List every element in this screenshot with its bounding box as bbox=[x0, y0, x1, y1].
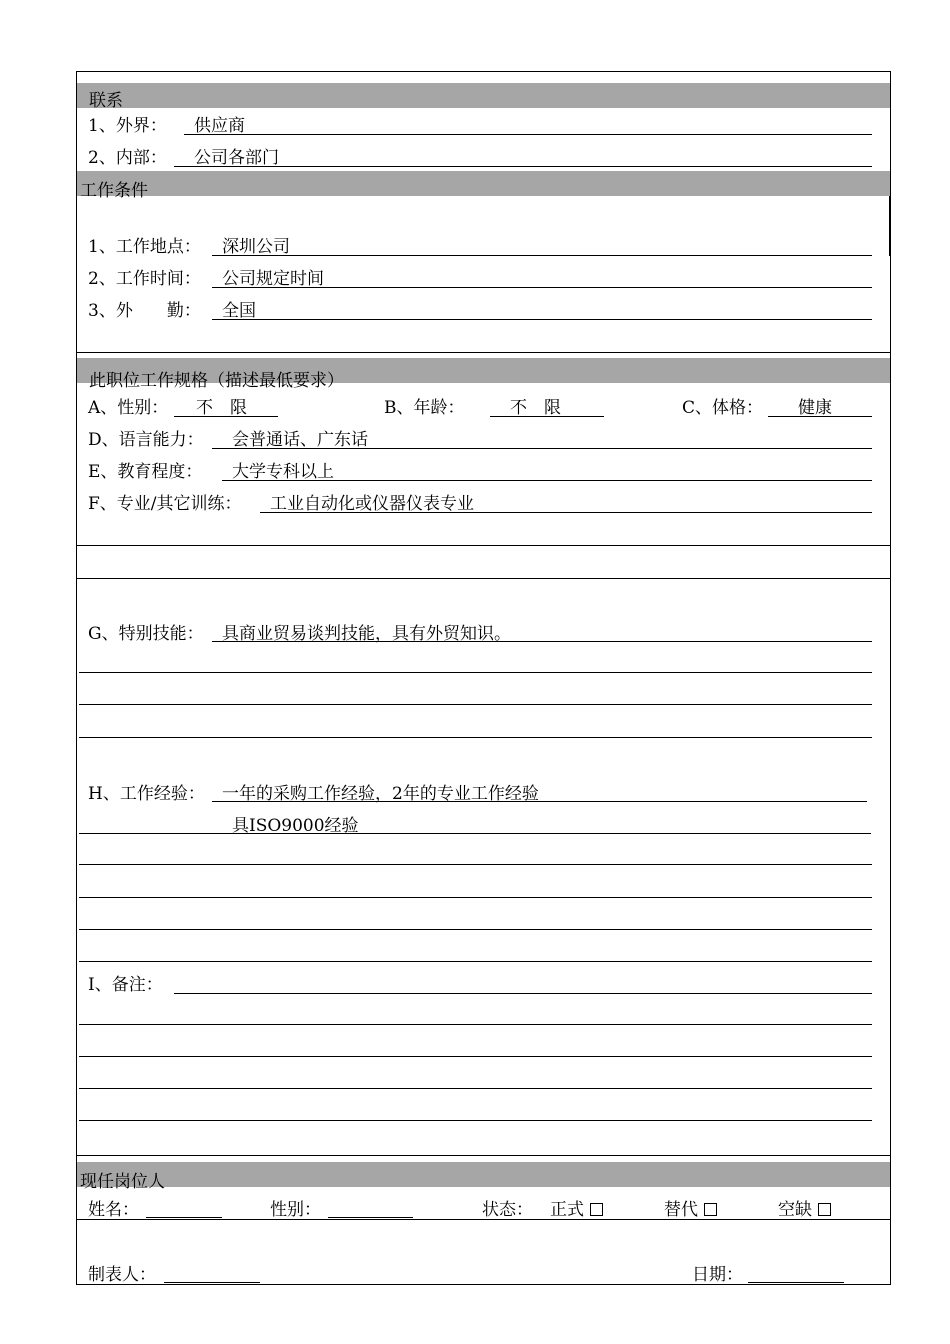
special-skills-label: G、特别技能： bbox=[88, 624, 204, 644]
language-ability-value: 会普通话、广东话 bbox=[232, 430, 368, 450]
external-contact-value: 供应商 bbox=[194, 116, 245, 136]
section-divider bbox=[77, 578, 890, 579]
preparer-label: 制表人： bbox=[88, 1265, 156, 1285]
work-experience-value-line2: 具ISO9000经验 bbox=[232, 816, 359, 836]
physique-requirement-label: C、体格： bbox=[682, 398, 764, 418]
section-divider bbox=[77, 545, 890, 546]
work-time-value: 公司规定时间 bbox=[222, 269, 324, 289]
blank-line bbox=[79, 672, 872, 673]
gender-requirement-label: A、性别： bbox=[88, 398, 169, 418]
incumbent-gender-label: 性别： bbox=[270, 1200, 321, 1220]
status-vacant-option[interactable] bbox=[778, 1200, 831, 1220]
blank-line bbox=[79, 737, 872, 738]
internal-contact-value: 公司各部门 bbox=[194, 148, 279, 168]
field-travel-value: 全国 bbox=[222, 301, 256, 321]
section-divider bbox=[77, 1219, 890, 1220]
incumbent-section-title: 现任岗位人 bbox=[80, 1172, 165, 1192]
status-formal-option[interactable] bbox=[550, 1200, 603, 1220]
gender-requirement-value: 不 限 bbox=[196, 398, 247, 418]
field-travel-underline bbox=[212, 319, 872, 320]
education-level-value: 大学专科以上 bbox=[232, 462, 334, 482]
external-contact-label: 1、外界： bbox=[88, 116, 167, 136]
date-label: 日期： bbox=[692, 1265, 743, 1285]
status-formal-label: 正式 bbox=[550, 1200, 584, 1220]
work-location-value: 深圳公司 bbox=[222, 237, 290, 257]
incumbent-name-label: 姓名： bbox=[88, 1200, 139, 1220]
status-vacant-checkbox[interactable] bbox=[818, 1203, 831, 1216]
status-formal-checkbox[interactable] bbox=[590, 1203, 603, 1216]
blank-line bbox=[79, 929, 872, 930]
physique-requirement-value: 健康 bbox=[798, 398, 832, 418]
work-experience-label: H、工作经验： bbox=[88, 784, 205, 804]
conditions-section-title: 工作条件 bbox=[80, 181, 148, 201]
status-substitute-checkbox[interactable] bbox=[704, 1203, 717, 1216]
work-location-underline bbox=[212, 255, 872, 256]
age-requirement-value: 不 限 bbox=[510, 398, 561, 418]
blank-line bbox=[79, 897, 872, 898]
preparer-field[interactable] bbox=[164, 1282, 260, 1283]
external-contact-underline bbox=[184, 134, 872, 135]
professional-training-value: 工业自动化或仪器仪表专业 bbox=[270, 494, 474, 514]
work-time-label: 2、工作时间： bbox=[88, 269, 201, 289]
date-field[interactable] bbox=[748, 1282, 844, 1283]
age-requirement-label: B、年龄： bbox=[384, 398, 465, 418]
field-travel-label: 3、外 勤： bbox=[88, 301, 201, 321]
conditions-left-border bbox=[76, 196, 77, 256]
special-skills-value: 具商业贸易谈判技能，具有外贸知识。 bbox=[222, 624, 511, 644]
professional-training-label: F、专业/其它训练： bbox=[88, 494, 242, 514]
work-experience-value-line1: 一年的采购工作经验，2年的专业工作经验 bbox=[222, 784, 539, 804]
incumbent-gender-field[interactable] bbox=[328, 1217, 413, 1218]
blank-line bbox=[79, 1088, 872, 1089]
incumbent-status-label: 状态： bbox=[482, 1200, 533, 1220]
status-substitute-label: 替代 bbox=[664, 1200, 698, 1220]
contact-section-header bbox=[77, 83, 890, 111]
language-ability-label: D、语言能力： bbox=[88, 430, 204, 450]
status-vacant-label: 空缺 bbox=[778, 1200, 812, 1220]
incumbent-section-header bbox=[77, 1162, 890, 1192]
status-substitute-option[interactable] bbox=[664, 1200, 717, 1220]
specs-section-title: 此职位工作规格（描述最低要求） bbox=[89, 371, 344, 391]
remarks-underline bbox=[174, 993, 872, 994]
section-divider bbox=[77, 1155, 890, 1156]
section-divider bbox=[77, 352, 890, 353]
work-location-label: 1、工作地点： bbox=[88, 237, 201, 257]
blank-line bbox=[79, 1024, 872, 1025]
blank-line bbox=[79, 1056, 872, 1057]
contact-section-title: 联系 bbox=[89, 91, 123, 111]
education-level-label: E、教育程度： bbox=[88, 462, 203, 482]
conditions-right-border bbox=[889, 196, 890, 256]
incumbent-name-field[interactable] bbox=[146, 1217, 222, 1218]
internal-contact-label: 2、内部： bbox=[88, 148, 167, 168]
remarks-label: I、备注： bbox=[88, 975, 163, 995]
blank-line bbox=[79, 704, 872, 705]
blank-line bbox=[79, 1120, 872, 1121]
conditions-section-header bbox=[77, 171, 890, 201]
work-experience-underline-2 bbox=[79, 833, 871, 834]
blank-line bbox=[79, 864, 872, 865]
blank-line bbox=[79, 961, 872, 962]
specs-section-header bbox=[77, 358, 890, 391]
